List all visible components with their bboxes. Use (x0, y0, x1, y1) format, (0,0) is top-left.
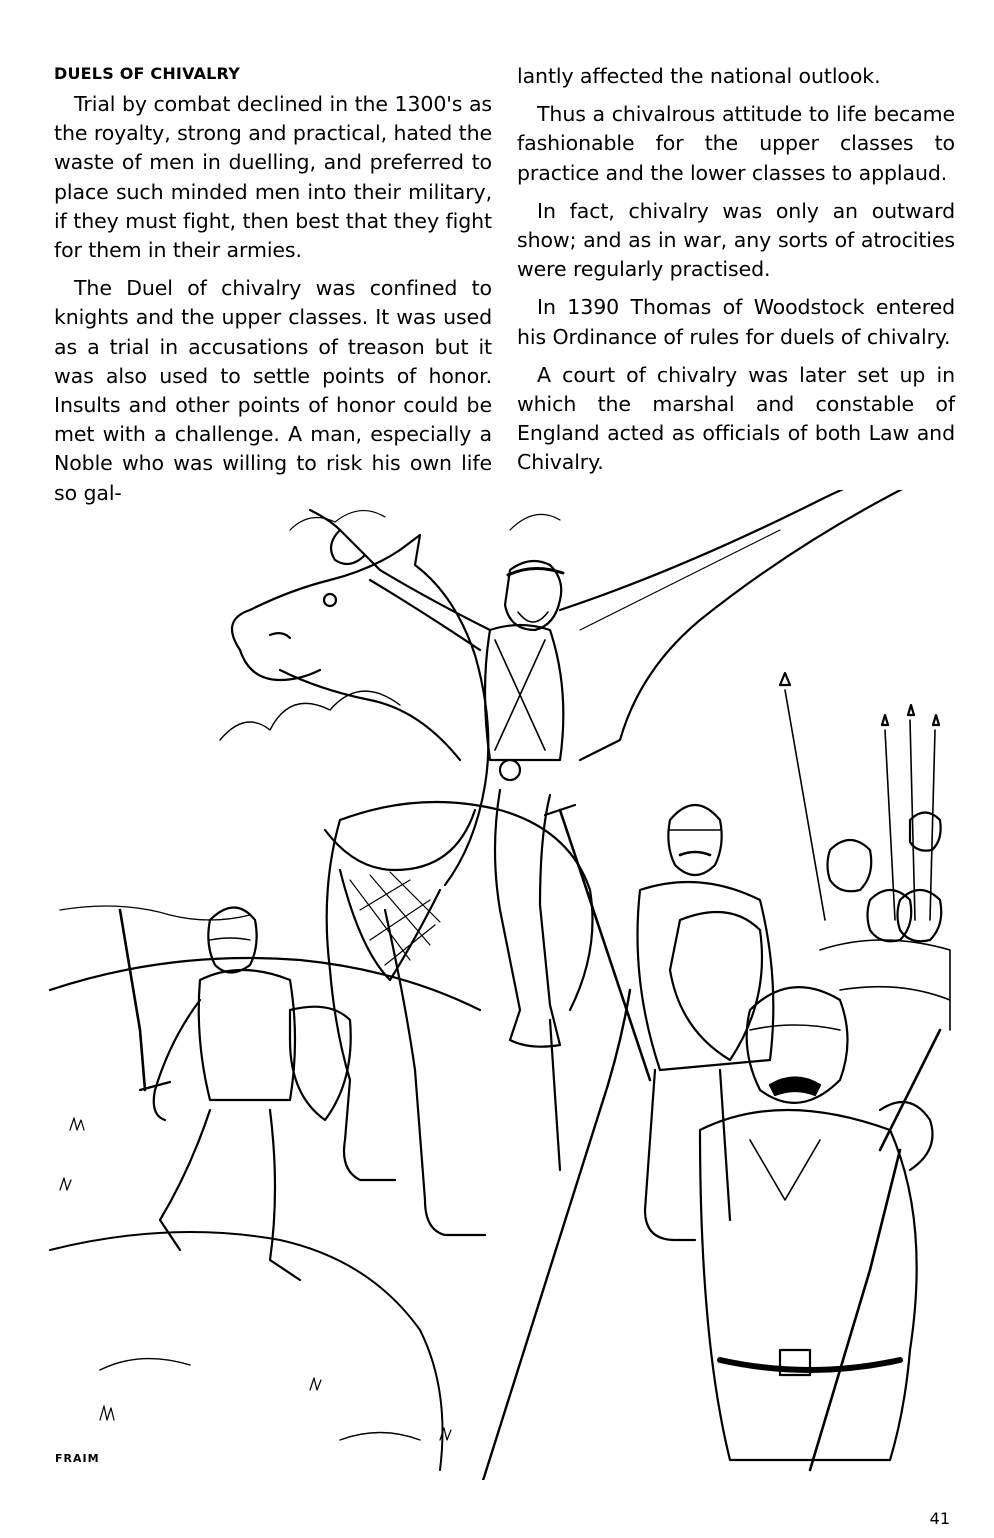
page-number: 41 (929, 1509, 950, 1528)
knights-illustration (40, 490, 970, 1480)
paragraph-thomas-of-woodstock: In 1390 Thomas of Woodstock entered his Ordinance of rules for duels of chivalry. (517, 295, 955, 349)
right-column (517, 62, 955, 487)
paragraph-continuation: lantly affected the national outlook. (517, 64, 881, 88)
paragraph-chivalrous-attitude: Thus a chivalrous attitude to life became fashionable for the upper classes to practice and the lower classes to applaud. (517, 102, 955, 185)
artist-signature: FRAIM (55, 1452, 100, 1465)
article-heading: DUELS OF CHIVALRY (54, 64, 240, 83)
left-column (54, 62, 492, 517)
paragraph-trial-by-combat: Trial by combat declined in the 1300's as the royalty, strong and practical, hated the waste of men in duelling, and preferred to place such minded men into their military, if they must fight, then best that they fight for them in their armies. (54, 92, 492, 263)
paragraph-duel-of-chivalry: The Duel of chivalry was confined to knights and the upper classes. It was used as a trial in accusations of treason but it was also used to settle points of honor. Insults and other points of honor could be met with a challenge. A man, especially a Noble who was willing to risk his own life so gal- (54, 276, 492, 505)
paragraph-court-of-chivalry: A court of chivalry was later set up in which the marshal and constable of England acted as officials of both Law and Chivalry. (517, 362, 955, 475)
paragraph-outward-show: In fact, chivalry was only an outward show; and as in war, any sorts of atrocities were regularly practised. (517, 198, 955, 282)
